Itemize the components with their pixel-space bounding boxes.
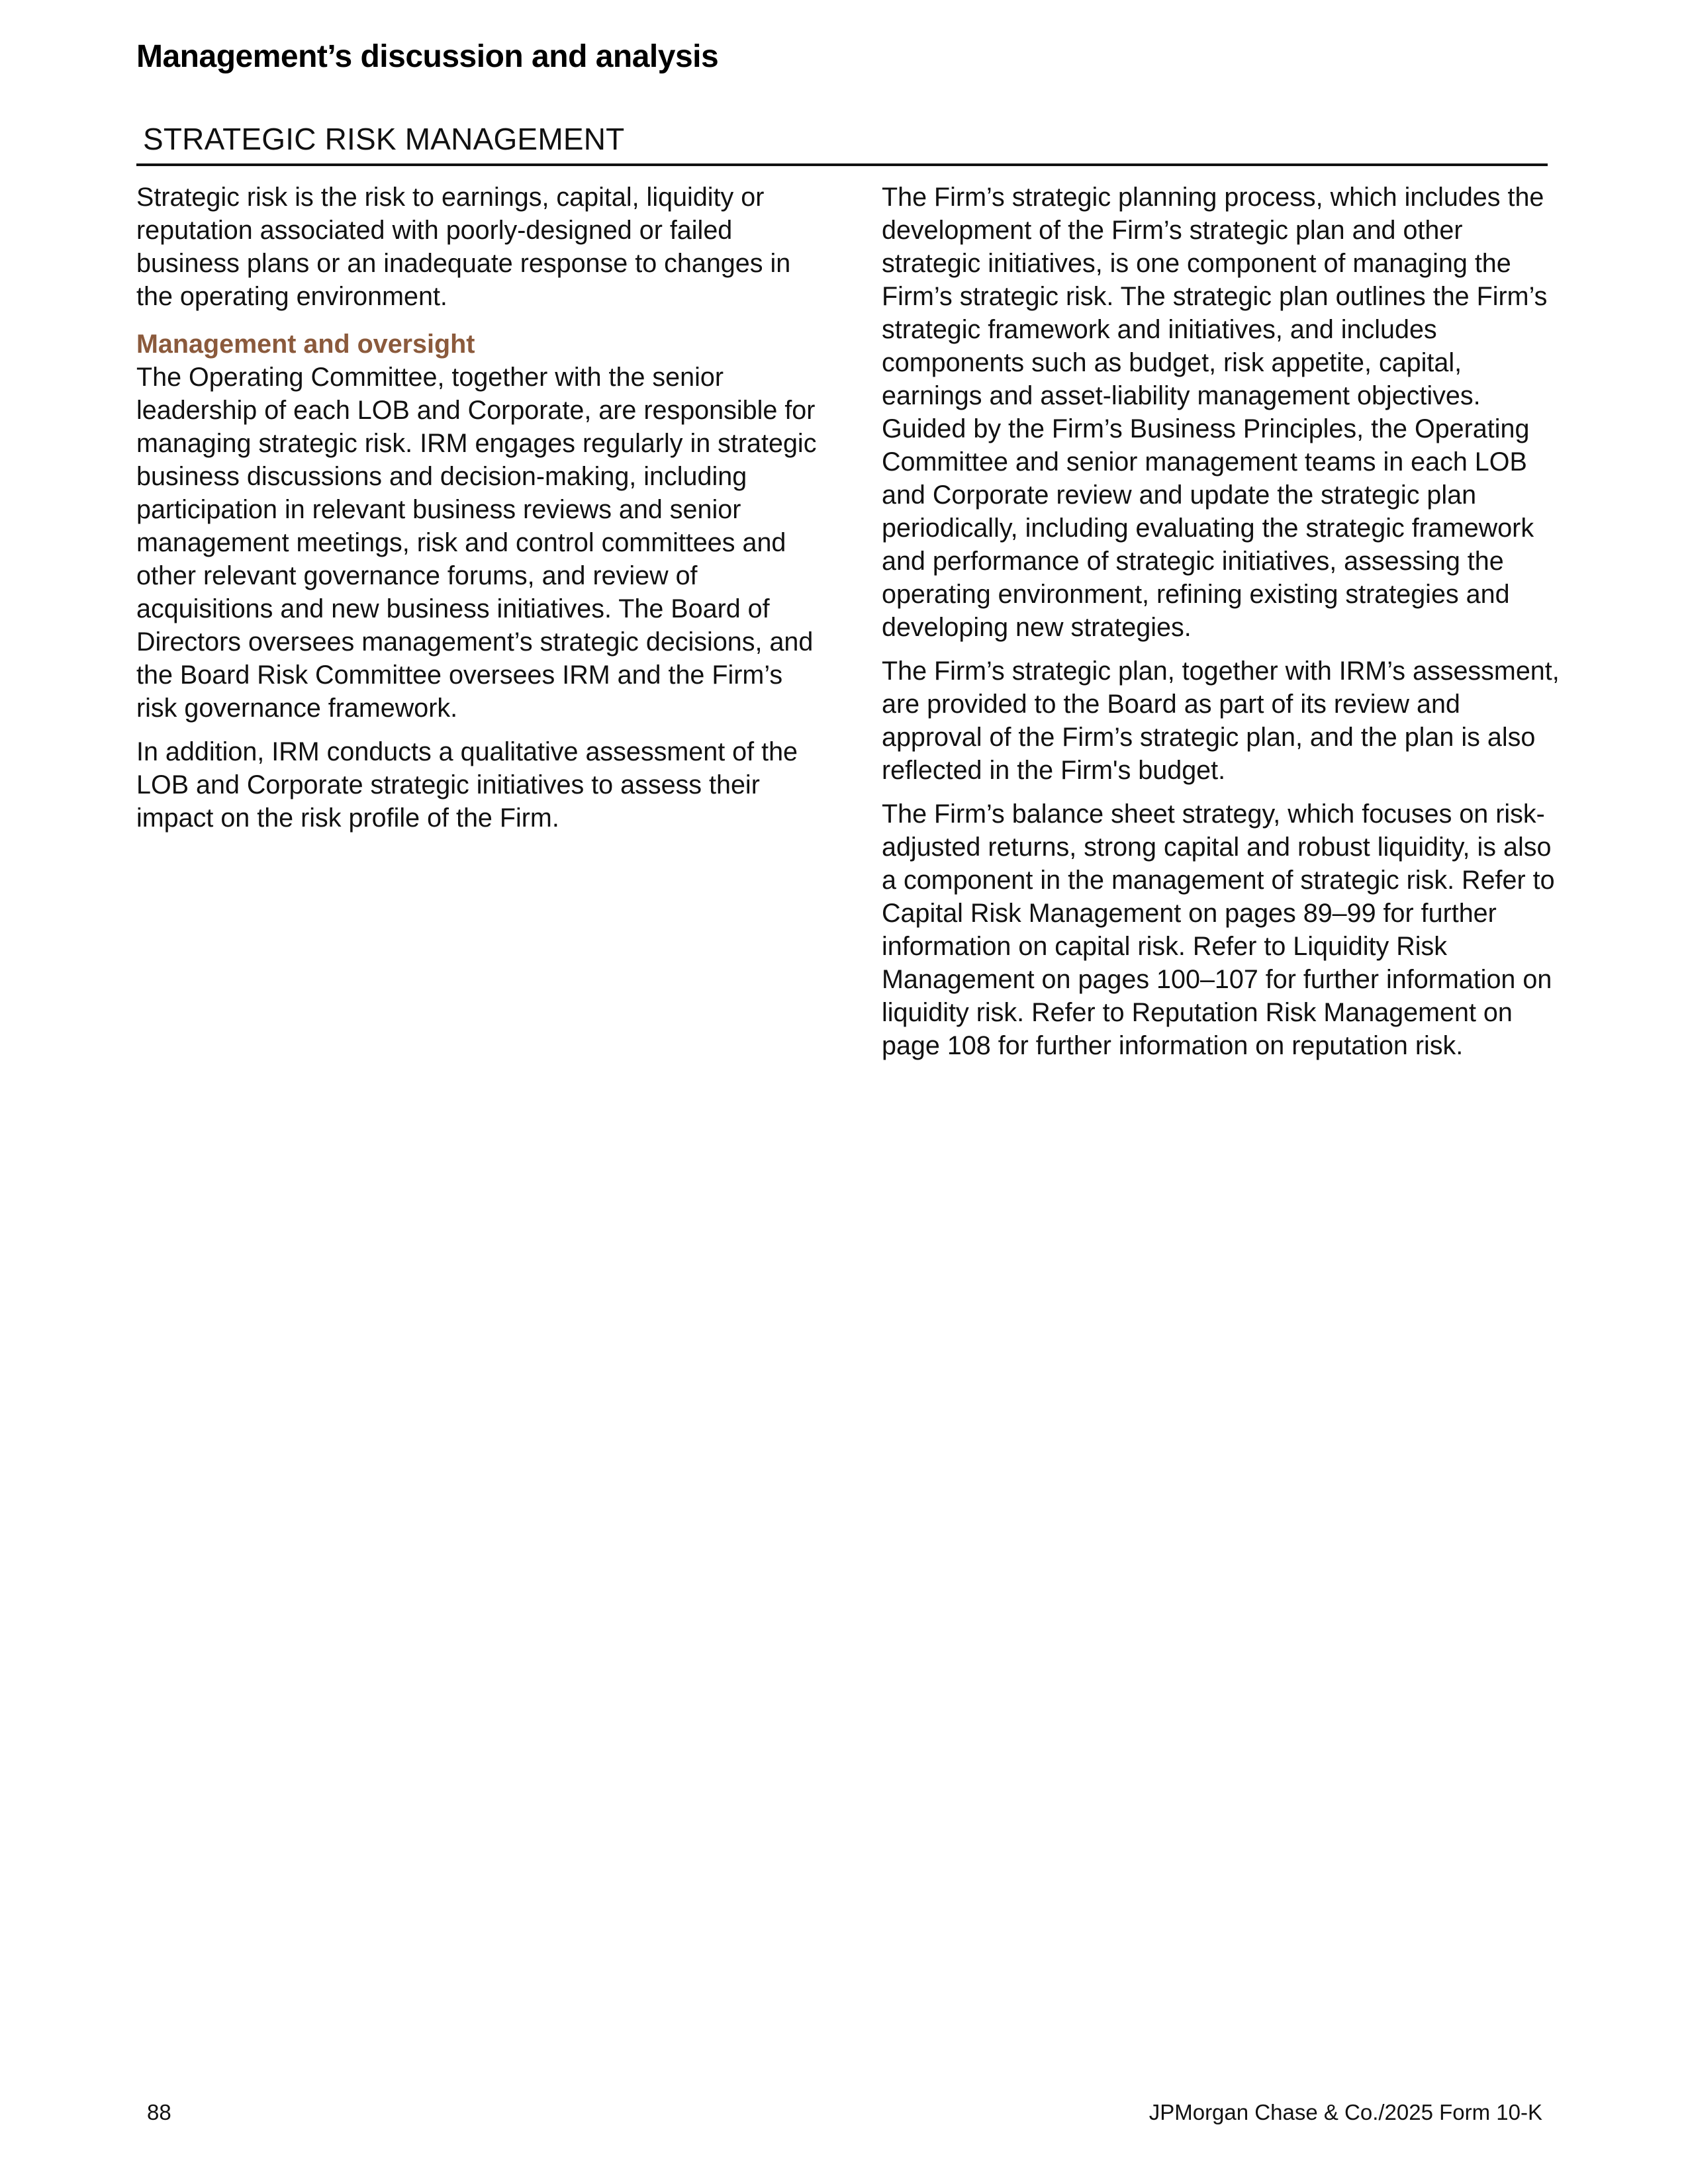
oversight-block (136, 328, 818, 725)
section-divider (136, 163, 1548, 166)
subheading-management-oversight: Management and oversight (136, 330, 475, 359)
page-number: 88 (147, 2100, 171, 2124)
oversight-paragraph: The Operating Committee, together with the senior leadership of each LOB and Corporate, are responsible for managing strategic risk. IRM engages regularly in strategic business discussions and decision-making, including participation in relevant business reviews and senior management meetings, risk and control committees and other relevant governance forums, and review of acquisitions and new business initiatives. The Board of Directors oversees management’s strategic decisions, and the Board Risk Committee oversees IRM and the Firm’s risk governance framework. (136, 363, 817, 723)
footer-source: JPMorgan Chase & Co./2025 Form 10-K (1149, 2100, 1542, 2124)
planning-paragraph: The Firm’s strategic planning process, which includes the development of the Firm’s strategic plan and other strategic initiatives, is one component of managing the Firm’s strategic risk. The strategic plan outlines the Firm’s strategic framework and initiatives, and includes components such as budget, risk appetite, capital, earnings and asset-liability management objectives. Guided by the Firm’s Business Principles, the Operating Committee and senior management teams in each LOB and Corporate review and update the strategic plan periodically, including evaluating the strategic framework and performance of strategic initiatives, assessing the operating environment, refining existing strategies and developing new strategies. (882, 183, 1548, 642)
right-column (882, 181, 1564, 1073)
board-paragraph: The Firm’s strategic plan, together with IRM’s assessment, are provided to the Board as part of its review and approval of the Firm’s strategic plan, and the plan is also reflected in the Firm's budget. (882, 657, 1560, 785)
assessment-paragraph: In addition, IRM conducts a qualitative assessment of the LOB and Corporate strategic initiatives to assess their impact on the risk profile of the Firm. (136, 737, 798, 833)
page-header: Management’s discussion and analysis (136, 39, 719, 74)
intro-paragraph: Strategic risk is the risk to earnings, capital, liquidity or reputation associated with poorly-designed or failed business plans or an inadequate response to changes in the operating environment. (136, 183, 791, 311)
left-column (136, 181, 818, 845)
balance-sheet-paragraph: The Firm’s balance sheet strategy, which focuses on risk-adjusted returns, strong capital and robust liquidity, is also a component in the management of strategic risk. Refer to Capital Risk Management on pages 89–99 for further information on capital risk. Refer to Liquidity Risk Management on pages 100–107 for further information on liquidity risk. Refer to Reputation Risk Management on page 108 for further information on reputation risk. (882, 799, 1555, 1060)
section-title: STRATEGIC RISK MANAGEMENT (143, 122, 625, 156)
